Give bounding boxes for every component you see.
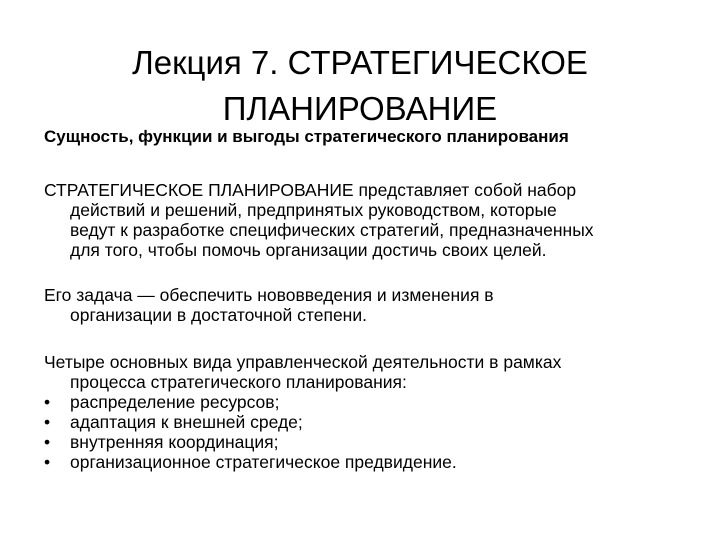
list-item [44,412,684,432]
activities-paragraph [44,352,684,472]
task-line: организации в достаточной степени. [70,305,367,325]
definition-line: ведут к разработке специфических стратегий, предназначенных [70,220,594,240]
list-item-text: распределение ресурсов; [70,392,280,412]
slide-title-line-2: ПЛАНИРОВАНИЕ [222,90,498,128]
activities-list [44,392,684,472]
list-item [44,392,684,412]
bullet-point: • [44,392,51,412]
definition-line: для того, чтобы помочь организации достичь своих целей. [70,240,547,260]
slide-title [60,40,660,132]
definition-line: СТРАТЕГИЧЕСКОЕ ПЛАНИРОВАНИЕ представляет собой набор [44,180,577,200]
bullet-point: • [44,432,51,452]
list-item-text: организационное стратегическое предвидение. [70,452,457,472]
list-item-text: внутренняя координация; [70,432,279,452]
list-item [44,432,684,452]
bullet-point: • [44,452,51,472]
activities-intro-line: Четыре основных вида управленческой деятельности в рамках [44,352,562,372]
slide-subtitle: Сущность, функции и выгоды стратегического планирования [44,127,569,146]
task-paragraph [44,285,684,325]
bullet-point: • [44,412,51,432]
activities-intro-line: процесса стратегического планирования: [70,372,407,392]
task-line: Его задача — обеспечить нововведения и изменения в [44,285,494,305]
list-item [44,452,684,472]
list-item-text: адаптация к внешней среде; [70,412,303,432]
definition-line: действий и решений, предпринятых руководством, которые [70,200,557,220]
definition-paragraph [44,180,684,260]
slide-title-line-1: Лекция 7. СТРАТЕГИЧЕСКОЕ [132,44,588,82]
